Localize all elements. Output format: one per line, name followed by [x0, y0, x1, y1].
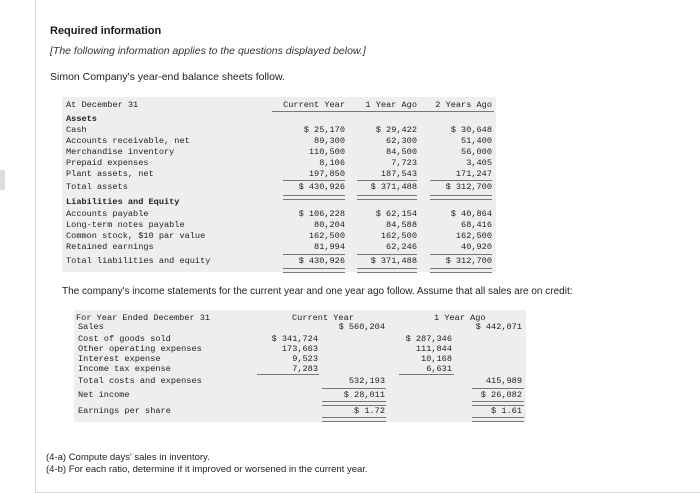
bs-cell: 56,000 — [461, 147, 492, 157]
bs-cell: 89,300 — [314, 136, 345, 146]
is-row-label: Income tax expense — [78, 364, 171, 374]
question-4a: (4-a) Compute days' sales in inventory. — [46, 452, 210, 463]
is-total-rule — [399, 374, 454, 375]
required-heading: Required information — [50, 25, 162, 37]
bs-cell: 162,500 — [308, 231, 345, 241]
is-row-label: Net income — [78, 390, 130, 400]
bs-cell: 7,723 — [391, 158, 417, 168]
left-edge-marker — [0, 170, 5, 190]
bs-cell: 40,920 — [461, 242, 492, 252]
is-cell: 415,989 — [485, 376, 522, 386]
bs-row-label: Cash — [66, 125, 87, 135]
bs-row-label: Accounts receivable, net — [66, 136, 190, 146]
bs-column-header: 2 Years Ago — [435, 100, 492, 110]
is-row-label: Cost of goods sold — [78, 334, 171, 344]
is-cell: 9,523 — [292, 354, 318, 364]
is-cell: $ 1.72 — [354, 406, 385, 416]
is-cell: $ 28,011 — [343, 390, 385, 400]
is-total-rule — [472, 388, 524, 389]
bs-cell: 51,400 — [461, 136, 492, 146]
is-cell: 532,193 — [348, 376, 385, 386]
bs-cell: $ 430,926 — [298, 182, 345, 192]
bs-row-label: Assets — [66, 114, 97, 124]
bs-column-header: Current Year — [283, 100, 345, 110]
instruction-note: [The following information applies to the questions displayed below.] — [50, 45, 366, 57]
bs-total-rule — [357, 195, 417, 200]
is-column-label: For Year Ended December 31 — [76, 313, 211, 323]
bs-total-rule — [430, 254, 492, 255]
is-total-rule — [472, 417, 524, 422]
bs-total-rule — [283, 254, 345, 255]
bs-header-rule — [272, 111, 494, 112]
is-cell: $ 26,082 — [480, 390, 522, 400]
income-statement-intro: The company's income statements for the current year and one year ago follow. Assume that all sales are on credit: — [62, 286, 573, 297]
is-cell: $ 1.61 — [491, 406, 522, 416]
bs-total-rule — [357, 254, 417, 255]
is-cell: 6,631 — [426, 364, 452, 374]
is-row-label: Interest expense — [78, 354, 161, 364]
bs-total-rule — [283, 180, 345, 181]
bs-cell: 8,106 — [319, 158, 345, 168]
bs-row-label: Accounts payable — [66, 209, 149, 219]
bs-total-rule — [283, 195, 345, 200]
bs-cell: 3,405 — [466, 158, 492, 168]
bs-cell: 84,500 — [386, 147, 417, 157]
bs-cell: 81,994 — [314, 242, 345, 252]
bs-cell: 197,850 — [308, 169, 345, 179]
balance-sheet-intro: Simon Company's year-end balance sheets follow. — [50, 71, 285, 83]
is-total-rule — [472, 401, 524, 406]
bs-cell: $ 371,488 — [370, 182, 417, 192]
is-total-rule — [322, 401, 386, 406]
bs-cell: $ 430,926 — [298, 256, 345, 266]
is-cell: $ 341,724 — [271, 334, 318, 344]
bs-cell: $ 40,864 — [450, 209, 492, 219]
is-cell: $ 287,346 — [405, 334, 452, 344]
bs-cell: $ 106,228 — [298, 209, 345, 219]
bs-cell: 187,543 — [380, 169, 417, 179]
bs-row-label: Total liabilities and equity — [66, 256, 211, 266]
is-row-label: Earnings per share — [78, 406, 171, 416]
bs-cell: 171,247 — [455, 169, 492, 179]
bs-row-label: Prepaid expenses — [66, 158, 149, 168]
is-cell: 111,844 — [415, 344, 452, 354]
bs-row-label: Merchandise inventory — [66, 147, 175, 157]
bs-total-rule — [430, 195, 492, 200]
is-cell: 10,168 — [421, 354, 452, 364]
bs-cell: $ 312,700 — [445, 256, 492, 266]
bs-cell: 68,416 — [461, 220, 492, 230]
bs-cell: $ 30,648 — [450, 125, 492, 135]
is-cell: 173,663 — [281, 344, 318, 354]
bs-total-rule — [283, 268, 345, 273]
bs-total-rule — [430, 268, 492, 273]
bs-row-label: Common stock, $10 par value — [66, 231, 206, 241]
is-row-label: Total costs and expenses — [78, 376, 202, 386]
is-total-rule — [322, 388, 386, 389]
bs-row-label: Liabilities and Equity — [66, 197, 180, 207]
bs-total-rule — [357, 180, 417, 181]
is-cell: 7,283 — [292, 364, 318, 374]
bs-cell: 62,246 — [386, 242, 417, 252]
is-row-label: Other operating expenses — [78, 344, 202, 354]
bs-cell: 110,500 — [308, 147, 345, 157]
is-total-rule — [322, 417, 386, 422]
bs-cell: 80,204 — [314, 220, 345, 230]
bs-row-label: Plant assets, net — [66, 169, 154, 179]
bs-cell: 162,500 — [455, 231, 492, 241]
question-4b: (4-b) For each ratio, determine if it improved or worsened in the current year. — [46, 464, 368, 475]
bs-total-rule — [357, 268, 417, 273]
is-cell: $ 560,204 — [338, 322, 385, 332]
bs-cell: $ 62,154 — [375, 209, 417, 219]
is-row-label: Sales — [78, 322, 104, 332]
bs-cell: $ 371,488 — [370, 256, 417, 266]
bs-column-label: At December 31 — [66, 100, 139, 110]
is-column-header: 1 Year Ago — [434, 313, 486, 323]
is-column-header: Current Year — [292, 313, 354, 323]
bs-column-header: 1 Year Ago — [365, 100, 417, 110]
bs-cell: 162,500 — [380, 231, 417, 241]
bs-cell: $ 312,700 — [445, 182, 492, 192]
bs-total-rule — [430, 180, 492, 181]
is-total-rule — [257, 374, 319, 375]
bs-cell: $ 25,170 — [303, 125, 345, 135]
bs-row-label: Total assets — [66, 182, 128, 192]
bs-cell: $ 29,422 — [375, 125, 417, 135]
bs-cell: 62,300 — [386, 136, 417, 146]
bs-cell: 84,588 — [386, 220, 417, 230]
bs-row-label: Long-term notes payable — [66, 220, 185, 230]
bs-row-label: Retained earnings — [66, 242, 154, 252]
is-cell: $ 442,071 — [475, 322, 522, 332]
